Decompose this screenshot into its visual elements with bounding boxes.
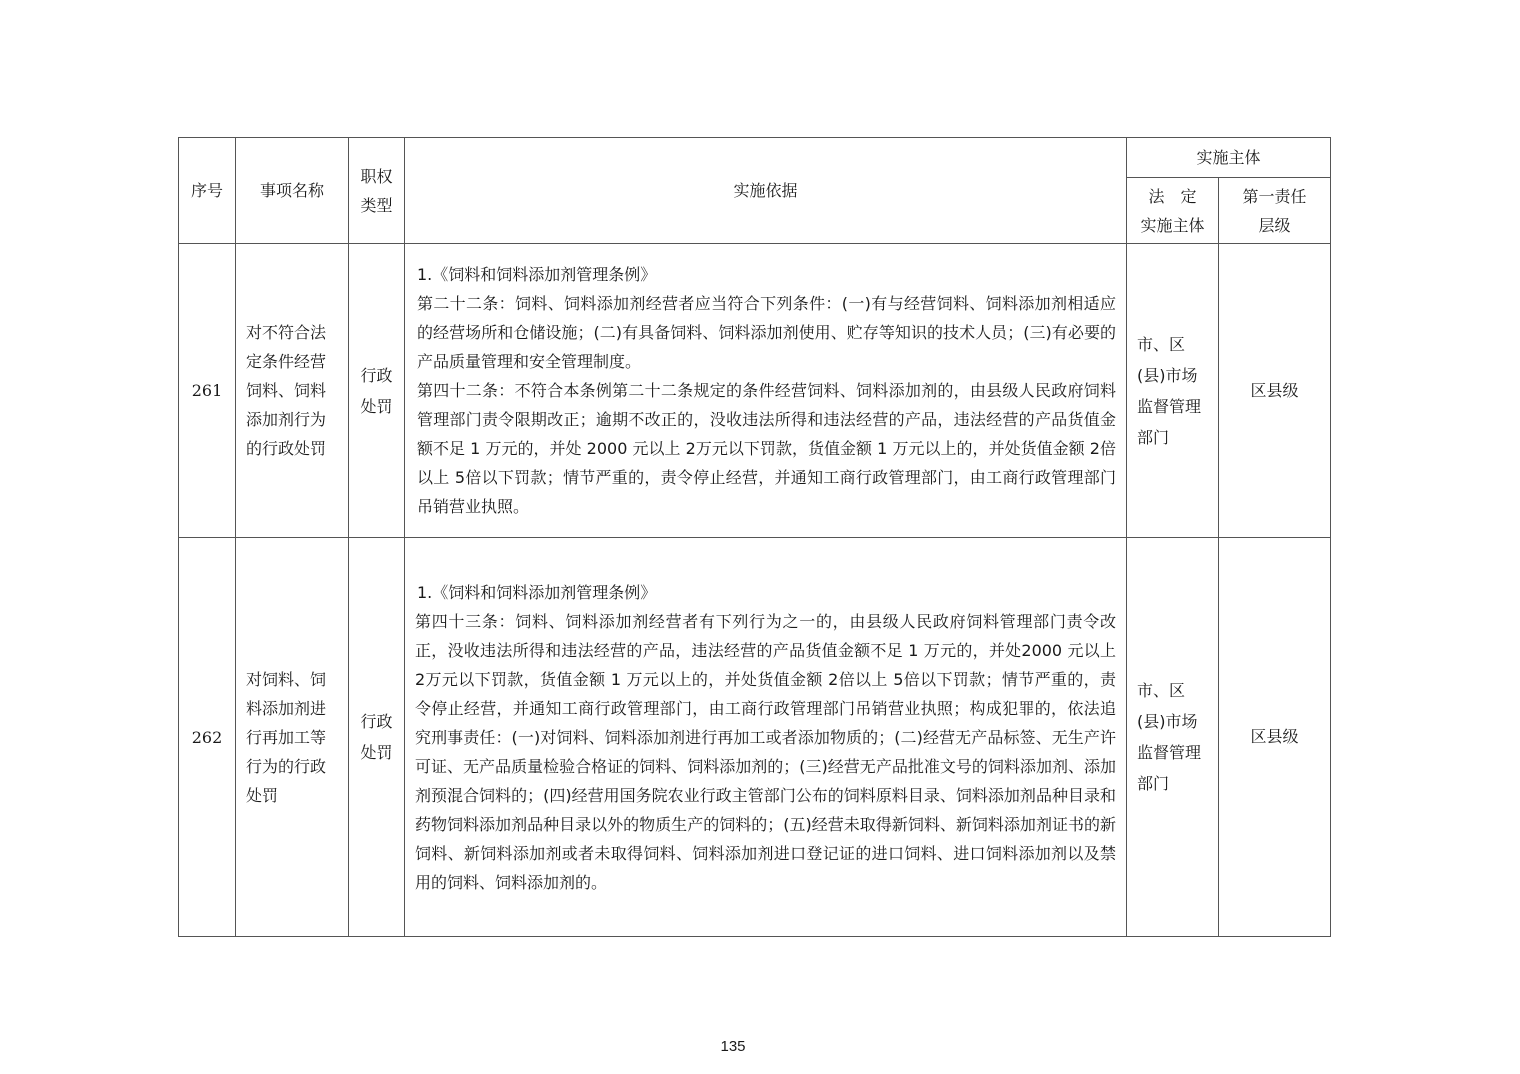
header-legal-line1: 法 定 xyxy=(1148,186,1197,206)
basis-title: 1.《饲料和饲料添加剂管理条例》 xyxy=(417,265,657,284)
row-type-text: 行政处罚 xyxy=(360,712,393,762)
basis-title: 1.《饲料和饲料添加剂管理条例》 xyxy=(417,582,657,602)
header-type-line1: 职权 xyxy=(360,166,393,186)
row-type-text: 行政处罚 xyxy=(360,365,393,416)
row-level-text: 区县级 xyxy=(1250,380,1299,400)
row-basis xyxy=(405,244,1127,538)
header-basis: 实施依据 xyxy=(405,138,1127,244)
row-level xyxy=(1219,244,1331,538)
row-subject: 市、区(县)市场监督管理部门 xyxy=(1127,538,1219,937)
header-legal-subject xyxy=(1127,178,1219,244)
header-type xyxy=(349,138,405,244)
header-legal-line2: 实施主体 xyxy=(1140,215,1205,235)
row-name: 对不符合法定条件经营饲料、饲料添加剂行为的行政处罚 xyxy=(236,244,349,538)
row-basis xyxy=(405,538,1127,937)
row-name: 对饲料、饲料添加剂进行再加工等行为的行政处罚 xyxy=(236,538,349,937)
header-name: 事项名称 xyxy=(236,138,349,244)
authority-table xyxy=(178,137,1331,937)
header-seq: 序号 xyxy=(179,138,236,244)
header-type-line2: 类型 xyxy=(360,195,393,215)
row-seq: 262 xyxy=(179,538,236,937)
table-row xyxy=(179,538,1331,937)
header-level xyxy=(1219,178,1331,244)
header-level-line1: 第一责任 xyxy=(1242,186,1307,206)
table-row xyxy=(179,244,1331,538)
row-level xyxy=(1219,538,1331,937)
basis-article: 第四十二条：不符合本条例第二十二条规定的条件经营饲料、饲料添加剂的，由县级人民政府饲料管理部门责令限期改正；逾期不改正的，没收违法所得和违法经营的产品，违法经营的产品货值金额不足 1 万元的，并处 2000 元以上 2万元以下罚款，货值金额 1 万元以上的，并处货值金额 2倍以上 5倍以下罚款；情节严重的，责令停止经营，并通知工商行政管理部门，由工商行政管理部门吊销营业执照。 xyxy=(417,381,1116,516)
row-level-text: 区县级 xyxy=(1250,727,1299,746)
basis-article: 第二十二条：饲料、饲料添加剂经营者应当符合下列条件：(一)有与经营饲料、饲料添加剂相适应的经营场所和仓储设施；(二)有具备饲料、饲料添加剂使用、贮存等知识的技术人员；(三)有必要的产品质量管理和安全管理制度。 xyxy=(417,294,1116,371)
row-seq: 261 xyxy=(179,244,236,538)
header-subject-group: 实施主体 xyxy=(1127,138,1331,178)
basis-article: 第四十三条：饲料、饲料添加剂经营者有下列行为之一的，由县级人民政府饲料管理部门责令改正，没收违法所得和违法经营的产品，违法经营的产品货值金额不足 1 万元的，并处2000 元以上 2万元以下罚款，货值金额 1 万元以上的，并处货值金额 2倍以上 5倍以下罚款；情节严重的，责令停止经营，并通知工商行政管理部门，由工商行政管理部门吊销营业执照；构成犯罪的，依法追究刑事责任：(一)对饲料、饲料添加剂进行再加工或者添加物质的；(二)经营无产品标签、无生产许可证、无产品质量检验合格证的饲料、饲料添加剂的；(三)经营无产品批准文号的饲料添加剂、添加剂预混合饲料的；(四)经营用国务院农业行政主管部门公布的饲料原料目录、饲料添加剂品种目录和药物饲料添加剂品种目录以外的物质生产的饲料的；(五)经营未取得新饲料、新饲料添加剂证书的新饲料、新饲料添加剂或者未取得饲料、饲料添加剂进口登记证的进口饲料、进口饲料添加剂以及禁用的饲料、饲料添加剂的。 xyxy=(415,611,1116,892)
row-subject: 市、区(县)市场监督管理部门 xyxy=(1127,244,1219,538)
header-level-line2: 层级 xyxy=(1258,215,1291,235)
row-type xyxy=(349,244,405,538)
page-number: 135 xyxy=(720,1038,746,1055)
row-type xyxy=(349,538,405,937)
